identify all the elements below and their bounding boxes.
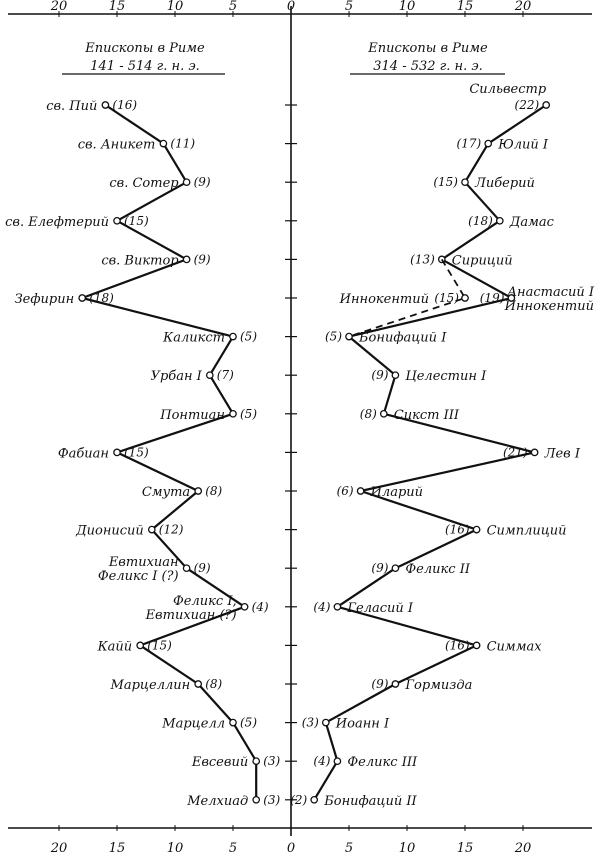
left-name-label: Кайй [97,639,133,655]
right-value-label: (9) [371,677,389,691]
left-point [195,488,201,494]
left-name-label: св. Виктор [101,253,179,269]
right-name-label: Гормизда [405,678,473,693]
right-point [311,797,317,803]
right-header [350,41,505,74]
bottom-tick-label: 5 [228,841,238,856]
right-value-label: (6) [336,484,354,498]
right-alternate-name-label: Иннокентий [339,292,429,307]
bottom-tick-label: 20 [514,841,532,856]
left-name-label: Мелхиад [187,793,249,809]
right-value-label: (16) [444,522,470,537]
right-point [392,681,398,687]
left-value-label: (5) [240,329,257,344]
right-name-label: Феликс III [347,755,418,771]
right-name-label: Феликс II [405,562,470,578]
top-tick-label: 5 [228,0,238,14]
left-point [241,604,247,610]
top-tick-label: 10 [166,0,184,14]
left-point [114,449,120,455]
right-name-label: Анастасий I Иннокентий [504,285,594,314]
left-name-label: Дионисий [76,523,144,539]
bottom-tick-label: 5 [344,841,354,856]
left-value-label: (3) [263,754,281,769]
left-value-label: (15) [147,638,172,653]
bottom-tick-label: 10 [398,841,416,856]
right-name-label: Иларий [370,485,424,500]
right-name-label: Целестин I [405,369,487,385]
bottom-tick-label: 0 [286,841,296,856]
left-name-label: Каликст [163,330,225,346]
left-point [230,333,236,339]
left-name-label: св. Аникет [77,137,156,153]
right-name-label: Сикст III [393,407,460,423]
right-value-label: (16) [444,638,470,653]
left-value-label: (8) [205,484,223,498]
top-tick-label: 10 [398,0,416,14]
left-name-label: Феликс I, Евтихиан (?) [145,593,237,623]
left-value-label: (7) [216,368,234,383]
right-value-label: (13) [410,252,435,267]
right-value-label: (5) [325,329,342,344]
right-value-label: (2) [290,792,308,807]
left-point [79,295,85,301]
right-header-line1: Епископы в Риме [368,41,488,56]
left-value-label: (8) [205,677,223,691]
right-point [323,719,329,725]
left-name-label: Фабиан [57,446,109,462]
bottom-tick-label: 15 [108,841,126,856]
right-point [392,565,398,571]
right-point [346,333,352,339]
left-value-label: (4) [251,599,269,614]
right-name-label: Сириций [451,253,513,269]
right-value-label: (9) [371,561,389,576]
right-name-label: Либерий [475,176,535,192]
left-name-label: св. Пий [46,99,98,114]
left-name-label: Евсевий [191,755,249,771]
left-point [253,758,259,764]
left-name-label: св. Елефтерий [5,214,109,230]
right-point [334,604,340,610]
left-value-label: (15) [124,213,149,228]
left-value-label: (16) [112,98,138,112]
left-value-label: (5) [240,715,257,730]
right-name-label: Дамас [509,214,554,230]
left-name-label: Зефирин [14,292,75,307]
right-value-label: (15) [433,175,458,190]
left-point [149,526,155,532]
left-point [183,256,189,262]
top-tick-label: 20 [50,0,68,14]
left-name-label: Смута [141,485,191,500]
right-point [473,526,479,532]
left-header-line1: Епископы в Риме [85,41,205,56]
left-value-label: (9) [193,561,211,576]
right-value-label: (4) [313,599,331,614]
left-point [183,179,189,185]
bottom-tick-label: 15 [456,841,474,856]
top-tick-label: 5 [344,0,354,14]
left-value-label: (5) [240,406,257,421]
right-value-label: (22) [514,98,540,112]
axes [8,0,592,856]
left-point [230,719,236,725]
left-value-label: (9) [193,252,211,267]
left-value-label: (18) [89,291,114,305]
right-value-label: (4) [313,754,331,769]
right-alternate-value-label: (15) [434,291,459,305]
right-point [392,372,398,378]
right-point [473,642,479,648]
left-name-label: св. Сотер [109,176,179,192]
right-name-label: Геласий I [347,600,414,616]
right-value-label: (9) [371,368,389,383]
marks [5,82,595,809]
right-name-label: Юлий I [498,137,549,153]
right-name-label: Симплиций [486,523,567,539]
right-point [543,102,549,108]
left-header-line2: 141 - 514 г. н. э. [90,59,200,74]
right-alternate-point [462,295,468,301]
right-value-label: (19) [479,291,505,305]
left-point [102,102,108,108]
top-tick-label: 15 [456,0,474,14]
right-point [357,488,363,494]
right-point [497,218,503,224]
right-value-label: (8) [359,406,377,421]
left-point [114,218,120,224]
right-value-label: (17) [456,136,482,151]
left-point [195,681,201,687]
top-tick-label: 0 [286,0,296,14]
right-name-label: Симмах [486,639,542,655]
right-point [531,449,537,455]
left-point [160,140,166,146]
right-value-label: (18) [468,213,493,228]
right-header-line2: 314 - 532 г. н. э. [373,59,483,74]
left-value-label: (3) [263,792,281,807]
left-name-label: Понтиан [160,407,225,423]
left-name-label: Урбан I [150,369,202,385]
right-name-label: Лев I [544,446,580,462]
right-value-label: (3) [301,715,319,730]
left-name-label: Евтихиан Феликс I (?) [97,555,179,585]
left-value-label: (12) [158,522,184,537]
left-name-label: Марцелл [162,716,225,732]
right-point [462,179,468,185]
left-point [137,642,143,648]
right-point [381,411,387,417]
bottom-tick-label: 20 [50,841,68,856]
right-point [485,140,491,146]
right-point [334,758,340,764]
left-value-label: (9) [193,175,211,190]
left-value-label: (15) [124,445,149,460]
left-header [62,41,225,74]
top-tick-label: 20 [514,0,532,14]
right-name-label: Бонифаций II [324,793,417,809]
right-value-label: (21) [502,445,528,460]
right-name-label: Иоанн I [335,716,390,732]
right-name-label: Бонифаций I [359,330,447,346]
left-value-label: (11) [170,136,196,151]
left-point [253,797,259,803]
right-name-label: Сильвестр [469,82,547,97]
top-tick-label: 15 [108,0,126,14]
left-point [207,372,213,378]
left-point [183,565,189,571]
left-point [230,411,236,417]
bottom-tick-label: 10 [166,841,184,856]
left-name-label: Марцеллин [110,678,191,693]
